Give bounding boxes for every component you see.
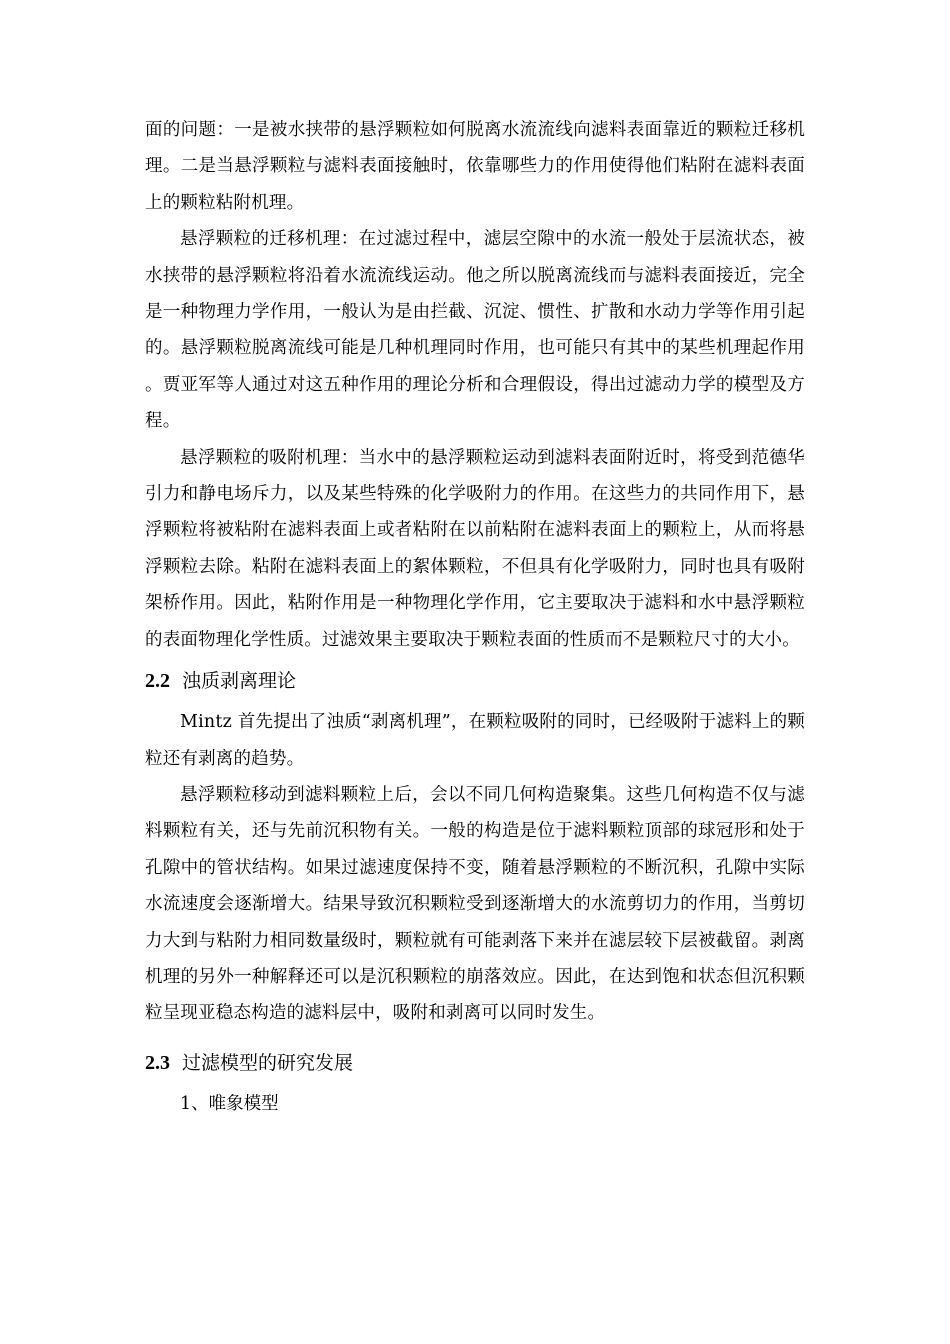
paragraph-detachment-process: 悬浮颗粒移动到滤料颗粒上后，会以不同几何构造聚集。这些几何构造不仅与滤料颗粒有关，还与先前沉积物有关。一般的构造是位于滤料颗粒顶部的球冠形和处于孔隙中的管状结构。如果过滤速度保持不变，随着悬浮颗粒的不断沉积，孔隙中实际水流速度会逐渐增大。结果导致沉积颗粒受到逐渐增大的水流剪切力的作用，当剪切力大到与粘附力相同数量级时，颗粒就有可能剥落下来并在滤层较下层被截留。剥离机理的另外一种解释还可以是沉积颗粒的崩落效应。因此，在达到饱和状态但沉积颗粒呈现亚稳态构造的滤料层中，吸附和剥离可以同时发生。 xyxy=(145,784,805,1024)
section-number: 2.2 xyxy=(145,670,170,693)
paragraph-migration-mechanism: 悬浮颗粒的迁移机理：在过滤过程中，滤层空隙中的水流一般处于层流状态，被水挟带的悬浮颗粒将沿着水流流线运动。他之所以脱离流线而与滤料表面接近，完全是一种物理力学作用，一般认为是由拦截、沉淀、惯性、扩散和水动力学等作用引起的。悬浮颗粒脱离流线可能是几种机理同时作用，也可能只有其中的某些机理起作用。贾亚军等人通过对这五种作用的理论分析和合理假设，得出过滤动力学的模型及方程。 xyxy=(145,229,805,432)
section-number: 2.3 xyxy=(145,1051,170,1074)
list-item-phenomenological-model: 1、唯象模型 xyxy=(180,1093,279,1114)
paragraph-adsorption-mechanism: 悬浮颗粒的吸附机理：当水中的悬浮颗粒运动到滤料表面附近时，将受到范德华引力和静电场斥力，以及某些特殊的化学吸附力的作用。在这些力的共同作用下，悬浮颗粒将被粘附在滤料表面上或者粘附在以前粘附在滤料表面上的颗粒上，从而将悬浮颗粒去除。粘附在滤料表面上的絮体颗粒，不但具有化学吸附力，同时也具有吸附架桥作用。因此，粘附作用是一种物理化学作用，它主要取决于滤料和水中悬浮颗粒的表面物理化学性质。过滤效果主要取决于颗粒表面的性质而不是颗粒尺寸的大小。 xyxy=(145,447,805,650)
paragraph-mechanism-intro: 面的问题：一是被水挟带的悬浮颗粒如何脱离水流流线向滤料表面靠近的颗粒迁移机理。二是当悬浮颗粒与滤料表面接触时，依靠哪些力的作用使得他们粘附在滤料表面上的颗粒粘附机理。 xyxy=(145,120,805,213)
section-heading-2-3 xyxy=(145,1040,805,1086)
paragraph-mintz-detachment: Mintz 首先提出了浊质“剥离机理”，在颗粒吸附的同时，已经吸附于滤料上的颗粒还有剥离的趋势。 xyxy=(145,712,805,769)
section-title: 过滤模型的研究发展 xyxy=(182,1051,354,1074)
spacer xyxy=(145,1032,805,1040)
page-content xyxy=(145,112,805,1122)
section-title: 浊质剥离理论 xyxy=(182,670,297,693)
section-heading-2-2 xyxy=(145,658,805,704)
